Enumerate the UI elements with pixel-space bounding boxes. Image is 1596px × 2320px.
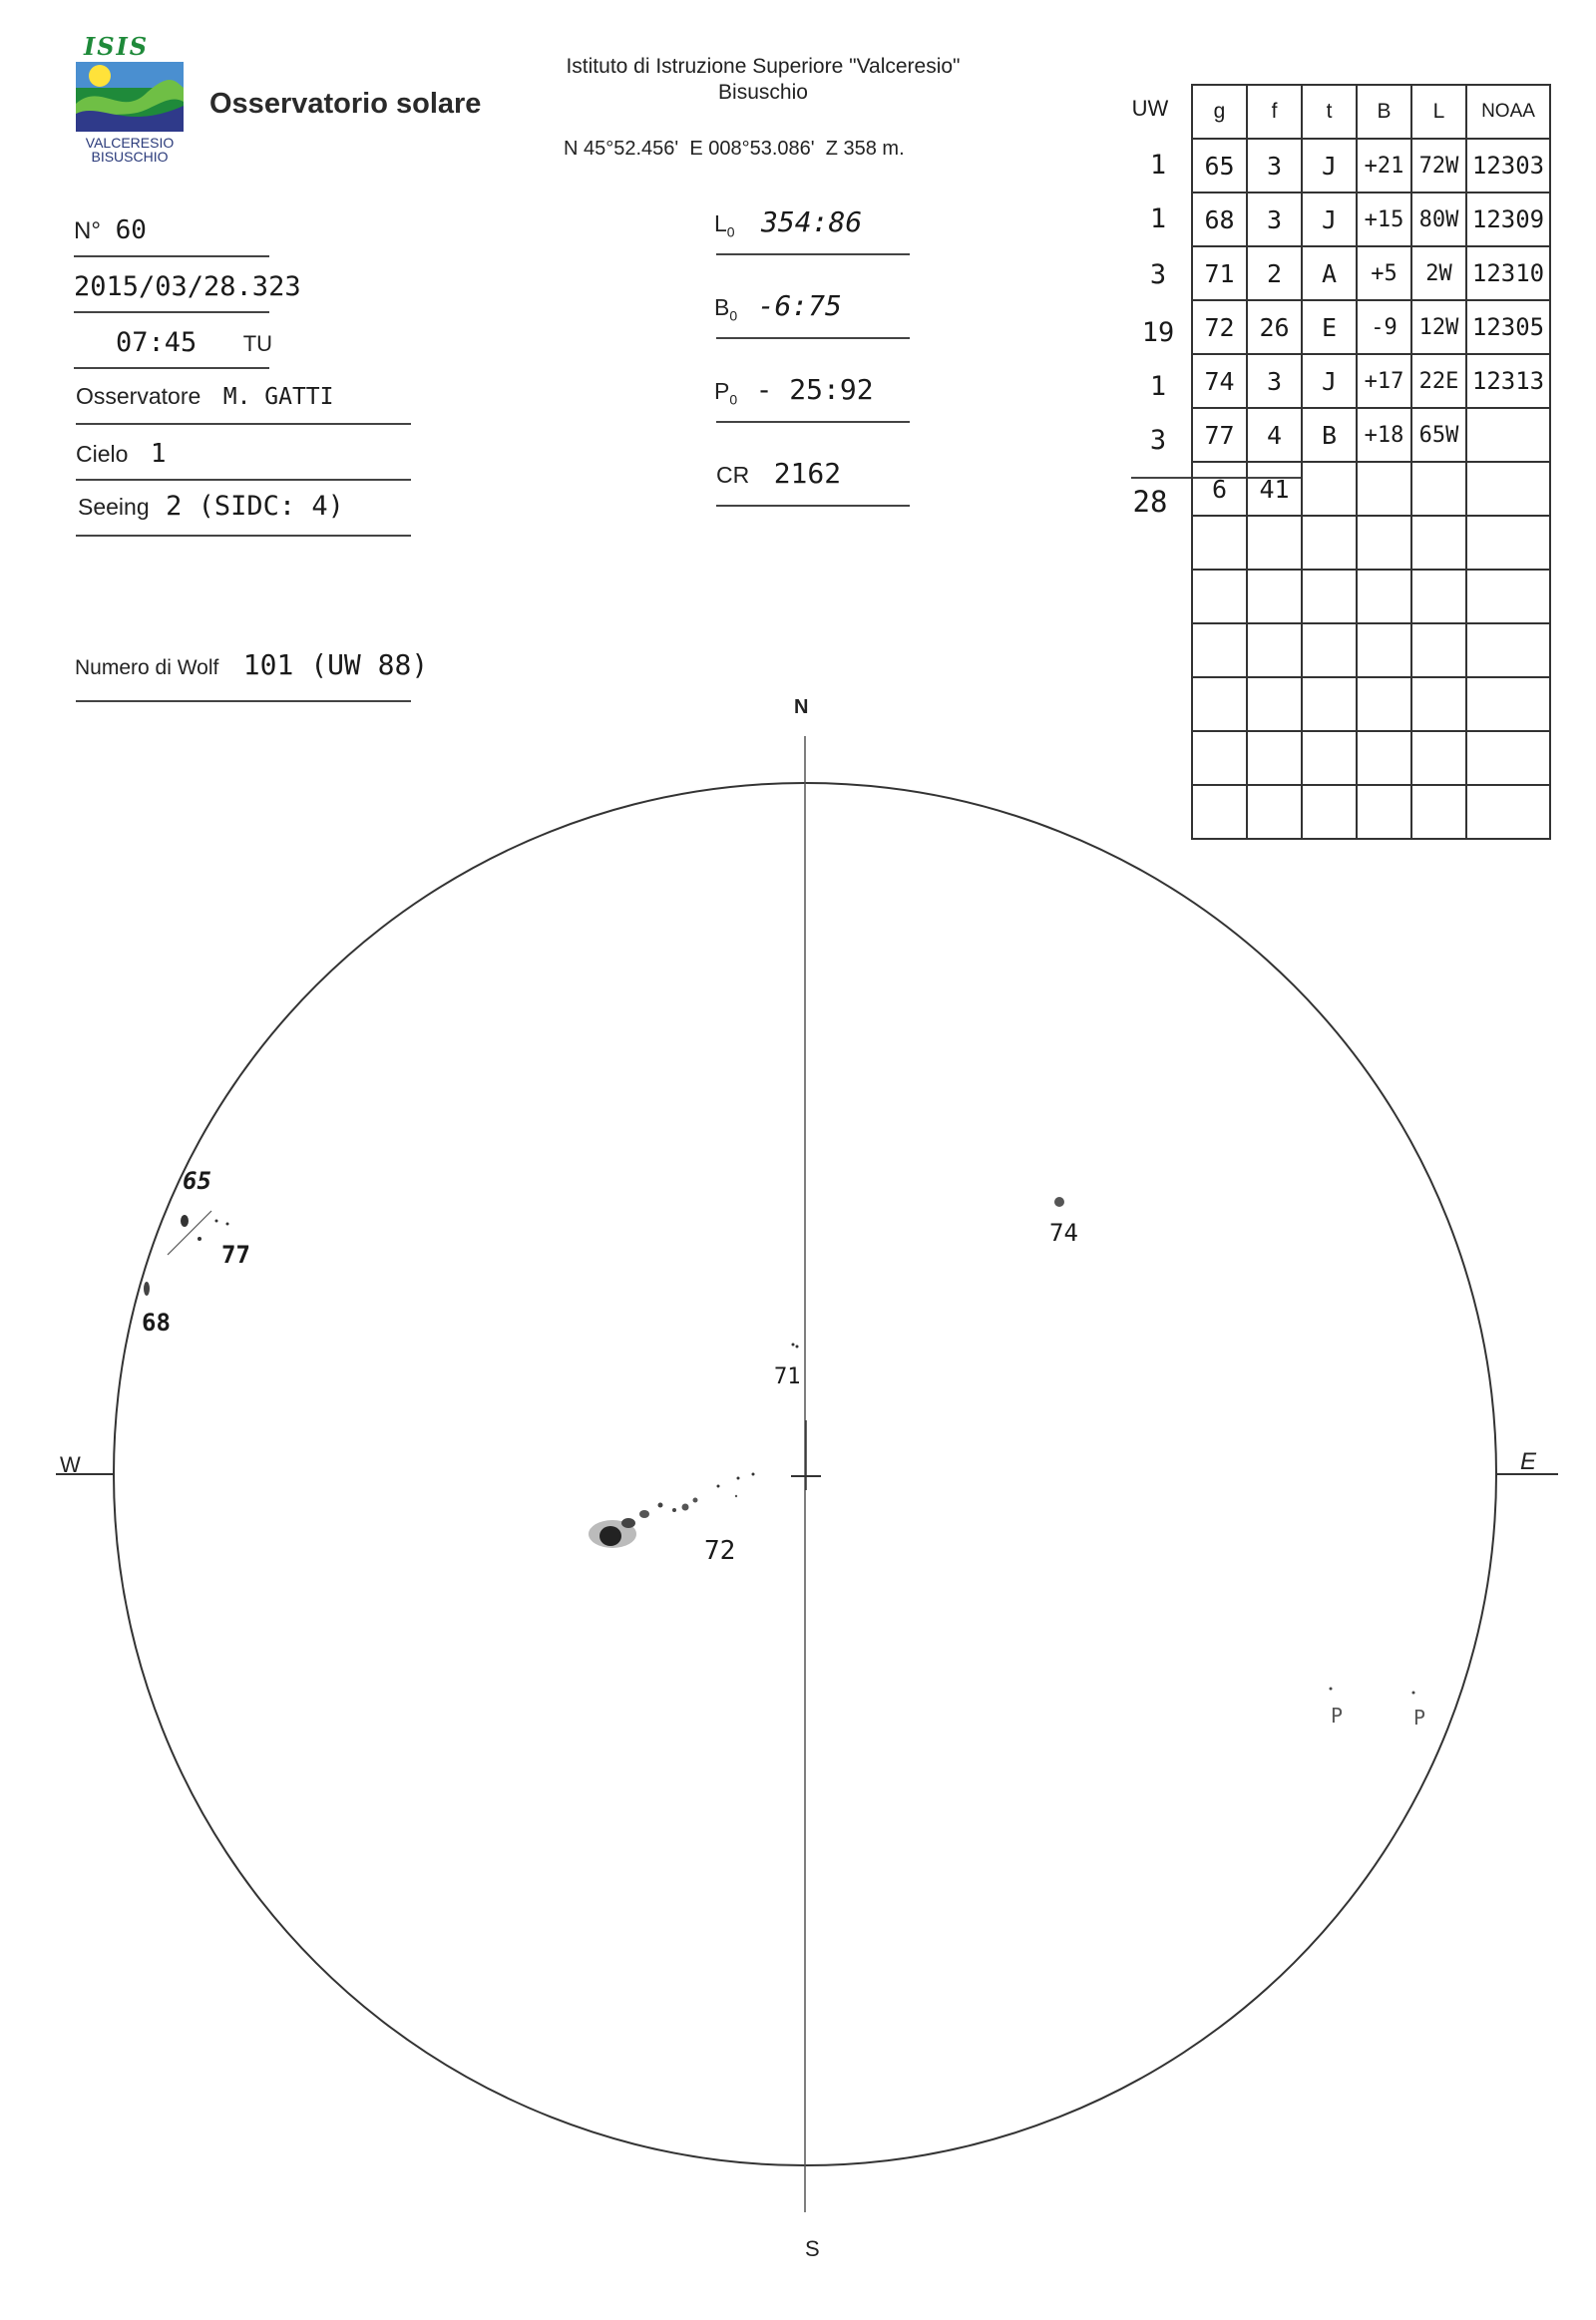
- sky-label: Cielo: [76, 441, 129, 467]
- b0-value: -6:75: [757, 289, 842, 322]
- sky-value: 1: [150, 439, 167, 469]
- cell-l: 12W: [1411, 300, 1466, 354]
- cell-f: 4: [1247, 408, 1302, 462]
- sunspot-72: [717, 1485, 720, 1488]
- cell-b: +18: [1357, 408, 1411, 462]
- west-label: W: [60, 1452, 81, 1477]
- number-value: 60: [115, 215, 147, 245]
- p0-label: P: [714, 378, 730, 404]
- cell-noaa: 12309: [1466, 193, 1550, 246]
- cell-f: 3: [1247, 193, 1302, 246]
- group-label-71: 71: [774, 1364, 801, 1389]
- uw-row-1: 1: [1149, 150, 1167, 181]
- sunspot-72: [752, 1473, 755, 1476]
- cell-f: 26: [1247, 300, 1302, 354]
- cell-f: 3: [1247, 354, 1302, 408]
- uw-header: UW: [1131, 96, 1169, 121]
- sunspot-72: [621, 1518, 635, 1528]
- group-label-68: 68: [142, 1309, 171, 1337]
- uw-row-4: 19: [1141, 317, 1175, 348]
- group-label-65: 65: [183, 1167, 211, 1195]
- group-65-77-divider: [168, 1211, 211, 1255]
- site-coordinates: N 45°52.456' E 008°53.086' Z 358 m.: [564, 138, 905, 160]
- sunspot-72: [672, 1508, 676, 1512]
- time-unit: TU: [242, 331, 273, 356]
- pore-p1: [1330, 1688, 1333, 1691]
- institute-line2: Bisuschio: [718, 81, 808, 104]
- logo-word: ISIS: [84, 32, 150, 61]
- pore-label-p2: P: [1413, 1706, 1426, 1730]
- seeing-value: 2 (SIDC: 4): [166, 491, 344, 522]
- l0-sub: 0: [726, 223, 735, 240]
- cell-noaa: 12313: [1466, 354, 1550, 408]
- observer-value: M. GATTI: [222, 384, 334, 410]
- pore-label-p1: P: [1331, 1704, 1344, 1728]
- header-t: t: [1302, 85, 1357, 139]
- cell-t: J: [1302, 193, 1357, 246]
- cell-f: 3: [1247, 139, 1302, 193]
- group-label-74: 74: [1049, 1219, 1078, 1247]
- cell-noaa: 12303: [1466, 139, 1550, 193]
- uw-total: 28: [1132, 485, 1168, 519]
- institute-line1: Istituto di Istruzione Superiore "Valceresio": [566, 55, 961, 78]
- sunspot-72-leader: [599, 1526, 621, 1546]
- cell-noaa: 12305: [1466, 300, 1550, 354]
- cell-t: B: [1302, 408, 1357, 462]
- uw-row-2: 1: [1149, 203, 1167, 234]
- cell-b: +17: [1357, 354, 1411, 408]
- number-label: N°: [74, 217, 101, 244]
- cell-g: 68: [1192, 193, 1247, 246]
- wolf-value: 101 (UW 88): [242, 648, 429, 681]
- sunspot-71: [792, 1344, 795, 1347]
- p0-value: - 25:92: [755, 373, 874, 406]
- total-f: 41: [1247, 462, 1302, 516]
- cell-g: 71: [1192, 246, 1247, 300]
- sunspot-72: [693, 1498, 698, 1503]
- total-g: 6: [1192, 462, 1247, 516]
- cr-label: CR: [716, 462, 750, 488]
- cell-f: 2: [1247, 246, 1302, 300]
- sunspot-72: [735, 1495, 737, 1497]
- header-f: f: [1247, 85, 1302, 139]
- uw-row-5: 1: [1149, 371, 1167, 402]
- cell-b: +15: [1357, 193, 1411, 246]
- time-value: 07:45: [116, 327, 198, 358]
- wolf-label: Numero di Wolf: [75, 656, 219, 679]
- header-noaa: NOAA: [1466, 85, 1550, 139]
- l0-label: L: [714, 210, 727, 236]
- header-g: g: [1192, 85, 1247, 139]
- cell-l: 65W: [1411, 408, 1466, 462]
- sunspot-72: [682, 1504, 689, 1511]
- cell-g: 77: [1192, 408, 1247, 462]
- sunspot-65: [181, 1215, 189, 1227]
- sunspot-77: [226, 1223, 229, 1226]
- p0-sub: 0: [729, 391, 738, 408]
- logo-sub-line2: BISUSCHIO: [91, 149, 169, 165]
- uw-row-6: 3: [1149, 425, 1167, 456]
- cell-l: 22E: [1411, 354, 1466, 408]
- south-label: S: [805, 2236, 820, 2261]
- cell-g: 65: [1192, 139, 1247, 193]
- cell-t: A: [1302, 246, 1357, 300]
- cell-l: 2W: [1411, 246, 1466, 300]
- group-label-77: 77: [221, 1241, 250, 1269]
- sunspot-74: [1054, 1197, 1064, 1207]
- observatory-title: Osservatorio solare: [209, 88, 482, 120]
- b0-label: B: [714, 294, 730, 320]
- l0-value: 354:86: [761, 205, 863, 238]
- sunspot-77: [198, 1237, 201, 1241]
- logo-sub-line1: VALCERESIO: [85, 135, 175, 151]
- cell-b: +21: [1357, 139, 1411, 193]
- cell-b: +5: [1357, 246, 1411, 300]
- date-value: 2015/03/28.323: [74, 271, 301, 302]
- cell-t: J: [1302, 354, 1357, 408]
- cell-b: -9: [1357, 300, 1411, 354]
- cr-value: 2162: [773, 457, 842, 490]
- north-label: N: [794, 696, 809, 718]
- uw-row-3: 3: [1149, 259, 1167, 290]
- sunspot-72: [658, 1503, 663, 1508]
- cell-g: 72: [1192, 300, 1247, 354]
- group-label-72: 72: [704, 1536, 736, 1566]
- cell-t: E: [1302, 300, 1357, 354]
- seeing-label: Seeing: [78, 494, 150, 520]
- cell-noaa: 12310: [1466, 246, 1550, 300]
- cell-g: 74: [1192, 354, 1247, 408]
- header-l: L: [1411, 85, 1466, 139]
- sunspot-72: [639, 1510, 649, 1518]
- cell-t: J: [1302, 139, 1357, 193]
- cell-l: 80W: [1411, 193, 1466, 246]
- cell-l: 72W: [1411, 139, 1466, 193]
- east-label: E: [1520, 1448, 1537, 1475]
- sunspot-71: [796, 1346, 799, 1349]
- header-b: B: [1357, 85, 1411, 139]
- sunspot-77: [215, 1220, 218, 1223]
- pore-p2: [1412, 1692, 1415, 1695]
- observer-label: Osservatore: [76, 383, 201, 409]
- sunspot-72: [737, 1477, 740, 1480]
- b0-sub: 0: [729, 307, 738, 324]
- sunspot-68: [144, 1282, 150, 1296]
